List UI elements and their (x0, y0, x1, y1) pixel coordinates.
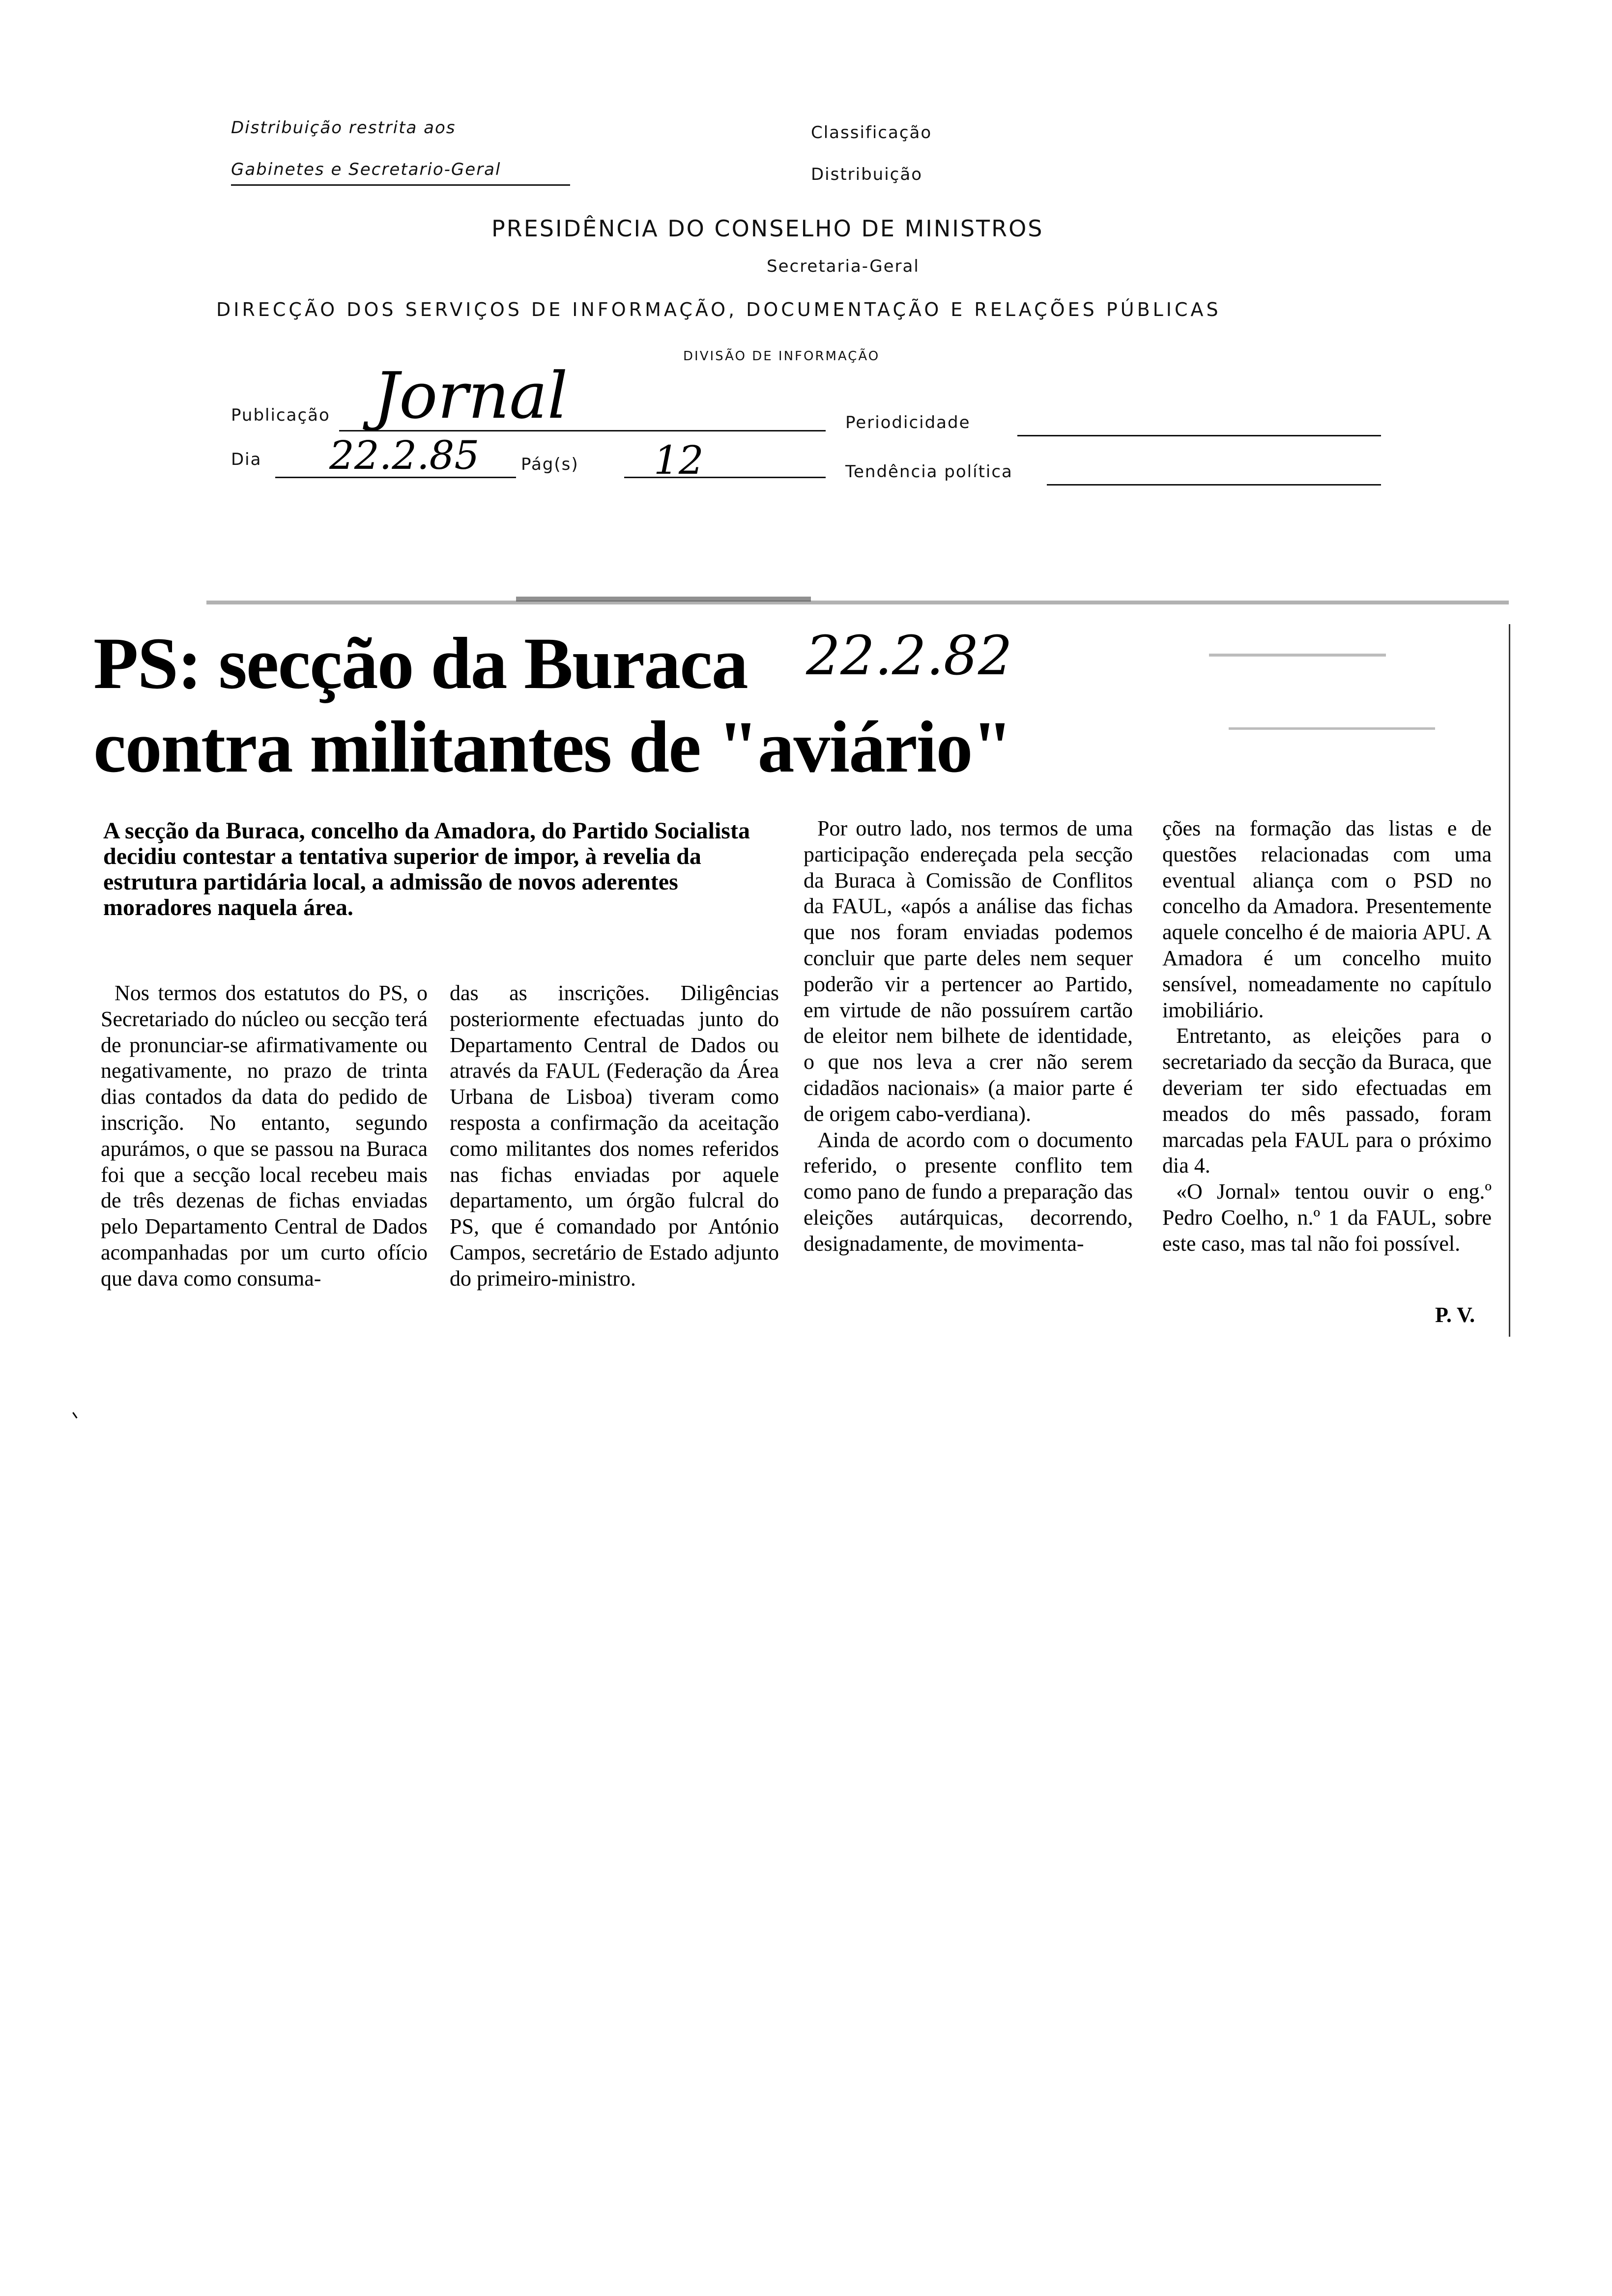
handwritten-date-annotation: 22.2.82 (806, 624, 1012, 687)
day-label: Dia (231, 450, 262, 469)
publication-line (339, 430, 826, 431)
clipping-right-noise-2 (1229, 727, 1435, 730)
article-signature: P. V. (1435, 1303, 1475, 1327)
distribution-note-line1: Distribuição restrita aos (231, 118, 456, 138)
periodicity-label: Periodicidade (845, 413, 971, 432)
body-column-4 (1162, 816, 1492, 1257)
publication-handwritten-value: Jornal (374, 358, 568, 433)
column-1-text: Nos termos dos estatutos do PS, o Secretariado do núcleo ou secção terá de pronunciar-se afirmativamente ou negativamente, no prazo de trinta dias contados da data do pedido de inscrição. No entanto, segundo apurámos, o que se passou na Buraca foi que a secção local recebeu mais de três dezenas de fichas enviadas pelo Departamento Central de Dados acompanhadas por um curto ofício que dava como consuma- (101, 981, 428, 1291)
distribution-label: Distribuição (811, 165, 923, 184)
column-3-paragraph-2: Ainda de acordo com o documento referido, o presente conflito tem como pano de fundo a preparação das eleições autárquicas, decorrendo, designadamente, de movimenta- (804, 1127, 1133, 1256)
clipping-top-edge-noise-2 (516, 597, 811, 602)
classification-label: Classificação (811, 123, 932, 143)
presidency-title: PRESIDÊNCIA DO CONSELHO DE MINISTROS (491, 215, 1044, 242)
secretariat-title: Secretaria-Geral (767, 257, 920, 276)
political-tendency-line (1047, 484, 1381, 486)
publication-label: Publicação (231, 405, 330, 425)
column-4-paragraph-1: ções na formação das listas e de questões relacionadas com uma eventual aliança com o PSD no concelho da Amadora. Presentemente aquele concelho é de maioria APU. A Amadora é um concelho muito sensível, nomeadamente no capítulo imobiliário. (1162, 816, 1492, 1022)
scan-mark (72, 1409, 82, 1419)
pages-line (624, 477, 826, 478)
body-column-2 (450, 980, 779, 1292)
pages-handwritten-value: 12 (654, 437, 704, 483)
clipping-right-noise (1209, 654, 1386, 657)
column-4-paragraph-3: «O Jornal» tentou ouvir o eng.º Pedro Coelho, n.º 1 da FAUL, sobre este caso, mas tal não foi possível. (1162, 1179, 1492, 1256)
political-tendency-label: Tendência política (845, 462, 1013, 482)
column-4-paragraph-2: Entretanto, as eleições para o secretariado da secção da Buraca, que deveriam ter sido efectuadas em meados do mês passado, foram marcadas pela FAUL para o próximo dia 4. (1162, 1024, 1492, 1178)
column-3-paragraph-1: Por outro lado, nos termos de uma participação endereçada pela secção da Buraca à Comissão de Conflitos da FAUL, «após a análise das fichas que nos foram enviadas podemos concluir que parte deles nem sequer poderão vir a pertencer ao Partido, em virtude de não possuírem cartão de eleitor nem bilhete de identidade, o que nos leva a crer não serem cidadãos nacionais» (a maior parte é de origem cabo-verdiana). (804, 816, 1133, 1126)
headline-line2: contra militantes de "aviário" (93, 706, 1012, 788)
lead-paragraph: A secção da Buraca, concelho da Amadora, do Partido Socialista decidiu contestar a tentativa superior de impor, à revelia da estrutura partidária local, a admissão de novos aderentes moradores naquela área. (103, 818, 750, 920)
division-title: DIVISÃO DE INFORMAÇÃO (683, 349, 880, 364)
distribution-note-underline (231, 184, 570, 186)
distribution-note-line2: Gabinetes e Secretario-Geral (231, 160, 501, 179)
headline-line1: PS: secção da Buraca (93, 623, 748, 704)
body-column-3 (804, 816, 1133, 1257)
day-line (275, 477, 516, 478)
body-column-1 (101, 980, 428, 1292)
pages-label: Pág(s) (521, 455, 579, 474)
clipping-right-edge (1509, 624, 1510, 1337)
directorate-title: DIRECÇÃO DOS SERVIÇOS DE INFORMAÇÃO, DOCUMENTAÇÃO E RELAÇÕES PÚBLICAS (216, 299, 1221, 320)
clipping-top-edge-noise (206, 601, 1509, 604)
periodicity-line (1017, 435, 1381, 436)
day-handwritten-value: 22.2.85 (329, 432, 480, 478)
column-2-text: das as inscrições. Diligências posteriormente efectuadas junto do Departamento Central de Dados ou através da FAUL (Federação da Área Urbana de Lisboa) tiveram como resposta a confirmação da aceitação como militantes dos nomes referidos nas fichas enviadas por aquele departamento, um órgão fulcral do PS, que é comandado por António Campos, secretário de Estado adjunto do primeiro-ministro. (450, 981, 779, 1291)
